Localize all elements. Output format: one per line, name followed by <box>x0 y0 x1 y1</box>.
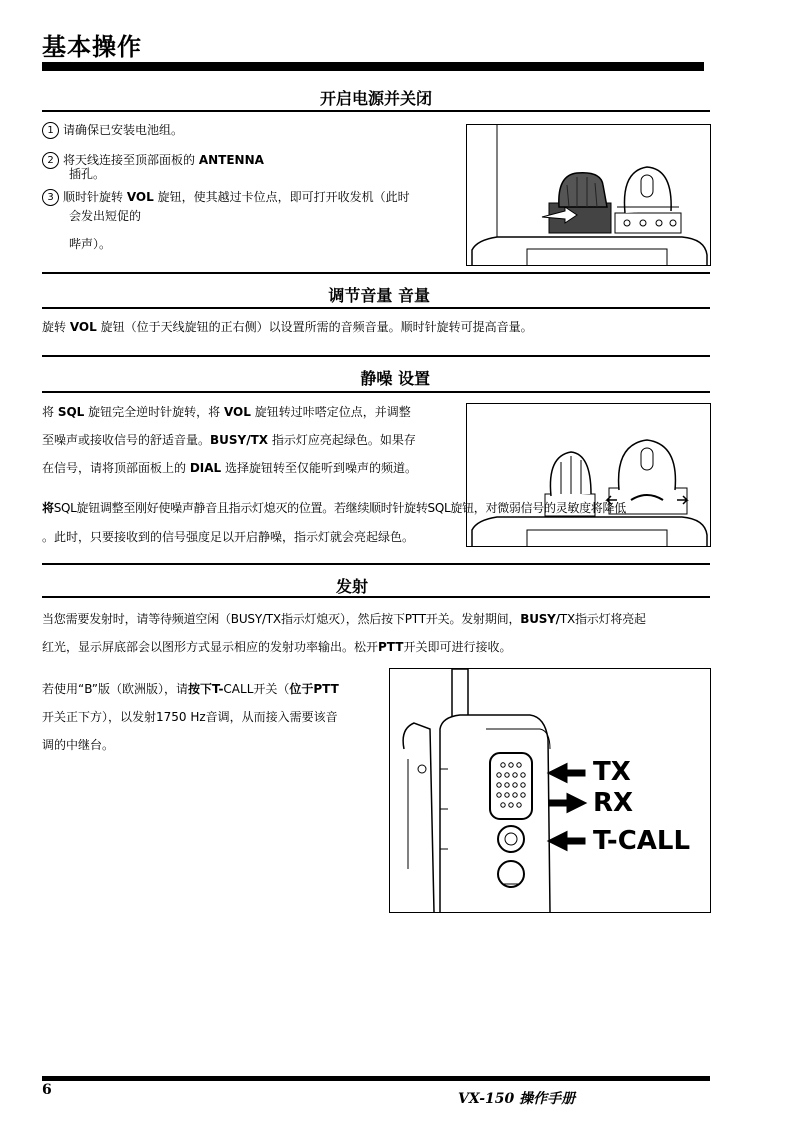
squelch-line-4: 将SQL旋钮调整至刚好使噪声静音且指示灯熄灭的位置。若继续顺时针旋转SQL旋钮，对微弱信号的灵敏度将降低 <box>42 501 626 515</box>
squelch-line-5: 。此时，只要接收到的信号强度足以开启静噪，指示灯就会亮起绿色。 <box>42 530 415 544</box>
step-number: 3 <box>42 189 59 206</box>
section-rule <box>42 307 710 309</box>
section-heading-volume: 调节音量 音量 <box>328 286 430 305</box>
step-1: 1 请确保已安装电池组。 <box>42 122 183 139</box>
transmit-line-5: 调的中继台。 <box>42 738 115 752</box>
section-rule <box>42 563 710 565</box>
volume-paragraph: 旋转 VOL 旋钮（位于天线旋钮的正右侧）以设置所需的音频音量。顺时针旋转可提高音量。 <box>42 320 533 334</box>
section-rule <box>42 391 710 393</box>
transmit-line-2: 红光，显示屏底部会以图形方式显示相应的发射功率输出。松开PTT开关即可进行接收。 <box>42 640 512 654</box>
manual-title: VX-150 操作手册 <box>458 1091 576 1107</box>
rx-label: RX <box>593 788 634 818</box>
section-heading-power: 开启电源并关闭 <box>319 89 432 108</box>
knob-figure-squelch <box>466 403 711 547</box>
section-heading-squelch: 静噪 设置 <box>360 369 430 388</box>
step-number: 2 <box>42 152 59 169</box>
section-rule <box>42 272 710 274</box>
transmit-line-1: 当您需要发射时，请等待频道空闲（BUSY/TX指示灯熄灭），然后按下PTT开关。发射期间，BUSY/TX指示灯将亮起 <box>42 612 646 626</box>
footer-rule <box>42 1076 710 1081</box>
section-heading-transmit: 发射 <box>335 577 368 596</box>
header-rule <box>42 62 704 71</box>
step-2-cont: 插孔。 <box>69 167 106 181</box>
step-3-cont2: 哔声）。 <box>69 237 112 251</box>
step-2: 2 将天线连接至顶部面板的 ANTENNA <box>42 152 264 169</box>
transmit-line-4: 开关正下方），以发射1750 Hz音调，从而接入需要该音 <box>42 710 338 724</box>
section-rule <box>42 596 710 598</box>
squelch-line-2: 至噪声或接收信号的舒适音量。BUSY/TX 指示灯应亮起绿色。如果存 <box>42 433 416 447</box>
knob-figure-power <box>466 124 711 266</box>
squelch-line-1: 将 SQL 旋钮完全逆时针旋转，将 VOL 旋钮转过咔嗒定位点，并调整 <box>42 405 411 419</box>
step-3: 3 顺时针旋转 VOL 旋钮，使其越过卡位点，即可打开收发机（此时 <box>42 189 410 206</box>
section-rule <box>42 110 710 112</box>
tx-label: TX <box>593 757 631 787</box>
radio-top-illustration <box>467 125 710 265</box>
section-rule <box>42 355 710 357</box>
radio-side-illustration <box>390 669 710 912</box>
page-title: 基本操作 <box>42 33 142 61</box>
radio-top-illustration <box>467 404 710 546</box>
tcall-label: T-CALL <box>593 826 691 856</box>
step-3-cont: 会发出短促的 <box>69 209 142 223</box>
transmit-line-3: 若使用“B”版（欧洲版），请按下T-CALL开关（位于PTT <box>42 682 339 696</box>
step-number: 1 <box>42 122 59 139</box>
ptt-figure <box>389 668 711 913</box>
squelch-line-3: 在信号，请将顶部面板上的 DIAL 选择旋钮转至仅能听到噪声的频道。 <box>42 461 418 475</box>
page-number: 6 <box>42 1082 52 1098</box>
